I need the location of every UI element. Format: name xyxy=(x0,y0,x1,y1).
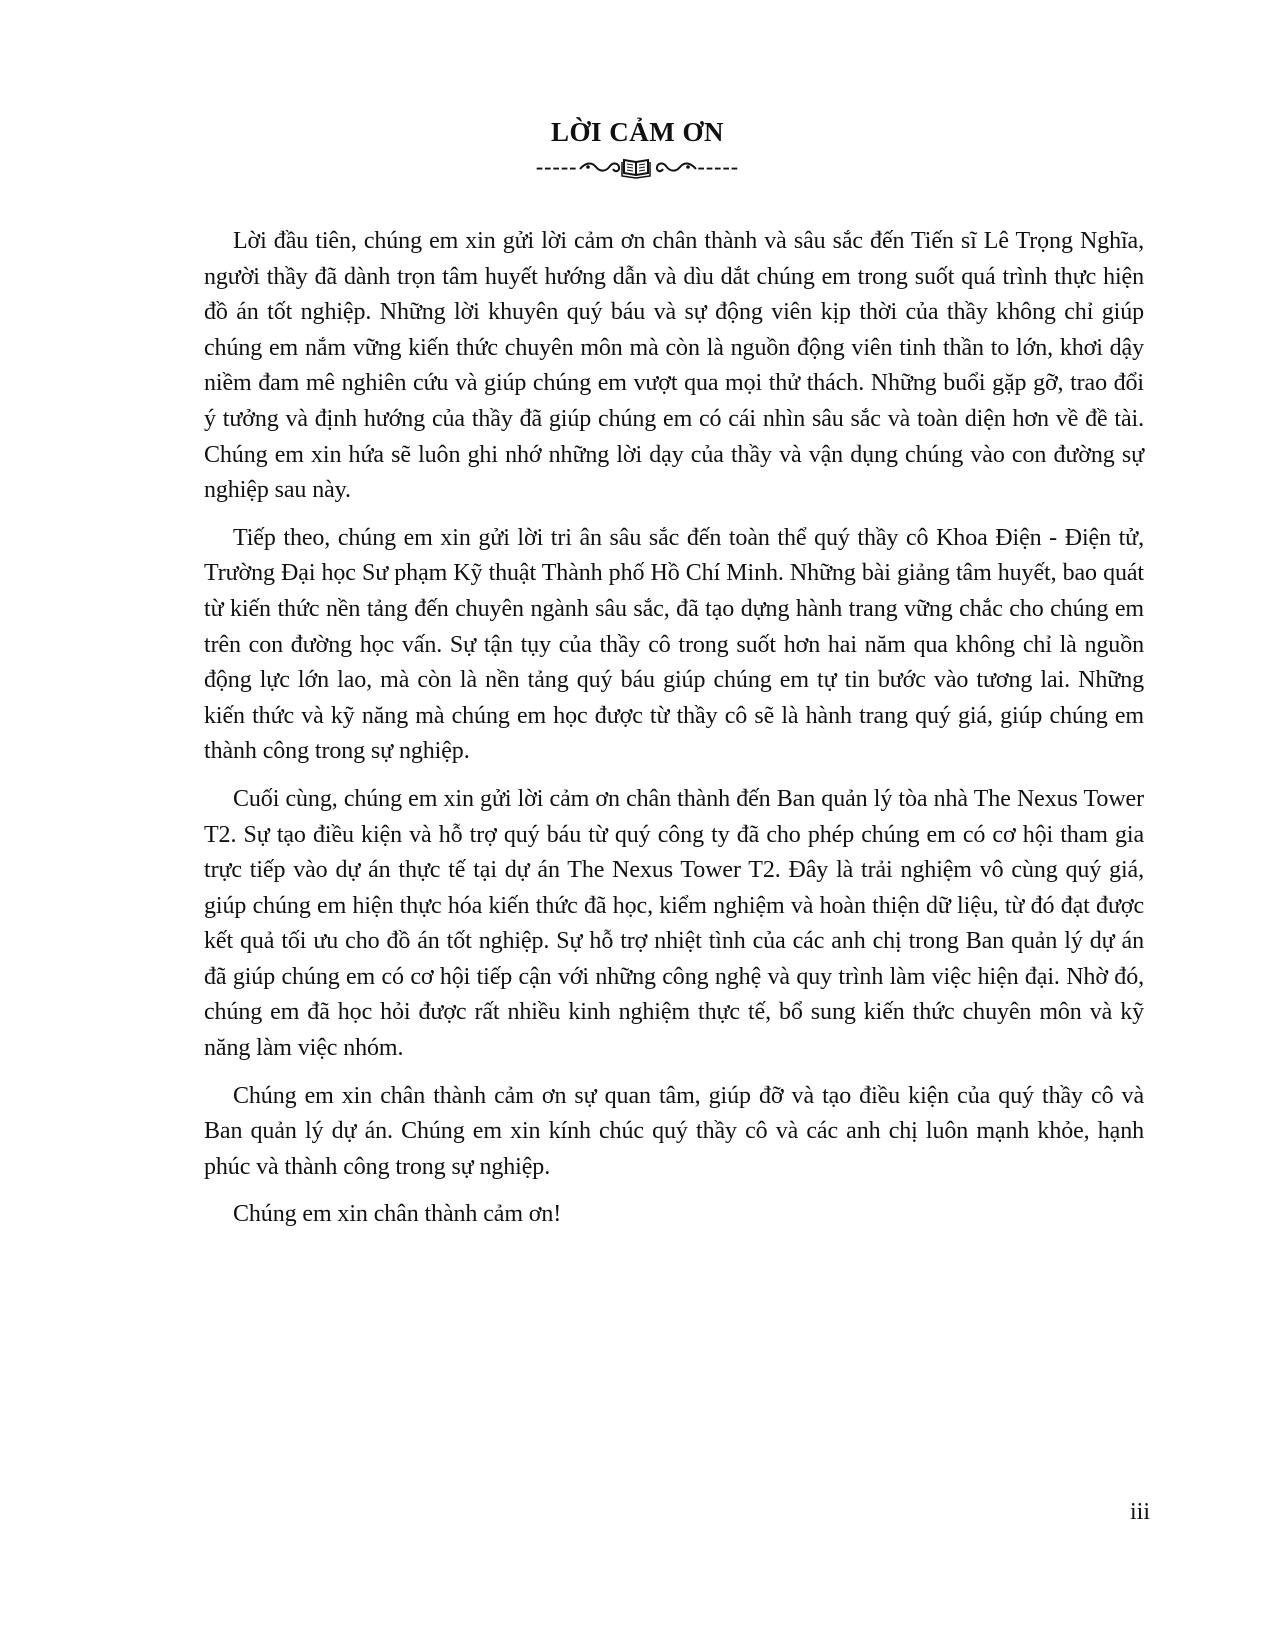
paragraph: Tiếp theo, chúng em xin gửi lời tri ân sâu sắc đến toàn thể quý thầy cô Khoa Điện - Điện tử, Trường Đại học Sư phạm Kỹ thuật Thành phố Hồ Chí Minh. Những bài giảng tâm huyết, bao quát từ kiến thức nền tảng đến chuyên ngành sâu sắc, đã tạo dựng hành trang vững chắc cho chúng em trên con đường học vấn. Sự tận tụy của thầy cô trong suốt hơn hai năm qua không chỉ là nguồn động lực lớn lao, mà còn là nền tảng quý báu giúp chúng em tự tin bước vào tương lai. Những kiến thức và kỹ năng mà chúng em học được từ thầy cô sẽ là hành trang quý giá, giúp chúng em thành công trong sự nghiệp. xyxy=(204,524,1144,765)
title-ornament xyxy=(0,152,1275,182)
paragraph: Cuối cùng, chúng em xin gửi lời cảm ơn chân thành đến Ban quản lý tòa nhà The Nexus Tower T2. Sự tạo điều kiện và hỗ trợ quý báu từ quý công ty đã cho phép chúng em có cơ hội tham gia trực tiếp vào dự án thực tế tại dự án The Nexus Tower T2. Đây là trải nghiệm vô cùng quý giá, giúp chúng em hiện thực hóa kiến thức đã học, kiểm nghiệm và hoàn thiện dữ liệu, từ đó đạt được kết quả tối ưu cho đồ án tốt nghiệp. Sự hỗ trợ nhiệt tình của các anh chị trong Ban quản lý dự án đã giúp chúng em có cơ hội tiếp cận với những công nghệ và quy trình làm việc hiện đại. Nhờ đó, chúng em đã học hỏi được rất nhiều kinh nghiệm thực tế, bổ sung kiến thức chuyên môn và kỹ năng làm việc nhóm. xyxy=(204,785,1144,1062)
paragraph: Chúng em xin chân thành cảm ơn sự quan tâm, giúp đỡ và tạo điều kiện của quý thầy cô và Ban quản lý dự án. Chúng em xin kính chúc quý thầy cô và các anh chị luôn mạnh khỏe, hạnh phúc và thành công trong sự nghiệp. xyxy=(204,1082,1144,1180)
ornament-dashes-right: ----- xyxy=(697,154,740,179)
page-title: LỜI CẢM ƠN xyxy=(551,117,724,147)
acknowledgement-body xyxy=(204,224,1144,1245)
paragraph: Lời đầu tiên, chúng em xin gửi lời cảm ơn chân thành và sâu sắc đến Tiến sĩ Lê Trọng Nghĩa, người thầy đã dành trọn tâm huyết hướng dẫn và dìu dắt chúng em trong suốt quá trình thực hiện đồ án tốt nghiệp. Những lời khuyên quý báu và sự động viên kịp thời của thầy không chỉ giúp chúng em nắm vững kiến thức chuyên môn mà còn là nguồn động viên tinh thần to lớn, khơi dậy niềm đam mê nghiên cứu và giúp chúng em vượt qua mọi thử thách. Những buổi gặp gỡ, trao đổi ý tưởng và định hướng của thầy đã giúp chúng em có cái nhìn sâu sắc và toàn diện hơn về đề tài. Chúng em xin hứa sẽ luôn ghi nhớ những lời dạy của thầy và vận dụng chúng vào con đường sự nghiệp sau này. xyxy=(204,228,1144,504)
page-number: iii xyxy=(1129,1499,1150,1525)
closing-line: Chúng em xin chân thành cảm ơn! xyxy=(233,1201,562,1228)
book-flourish-icon xyxy=(578,154,698,180)
ornament-dashes-left: ----- xyxy=(535,154,578,179)
